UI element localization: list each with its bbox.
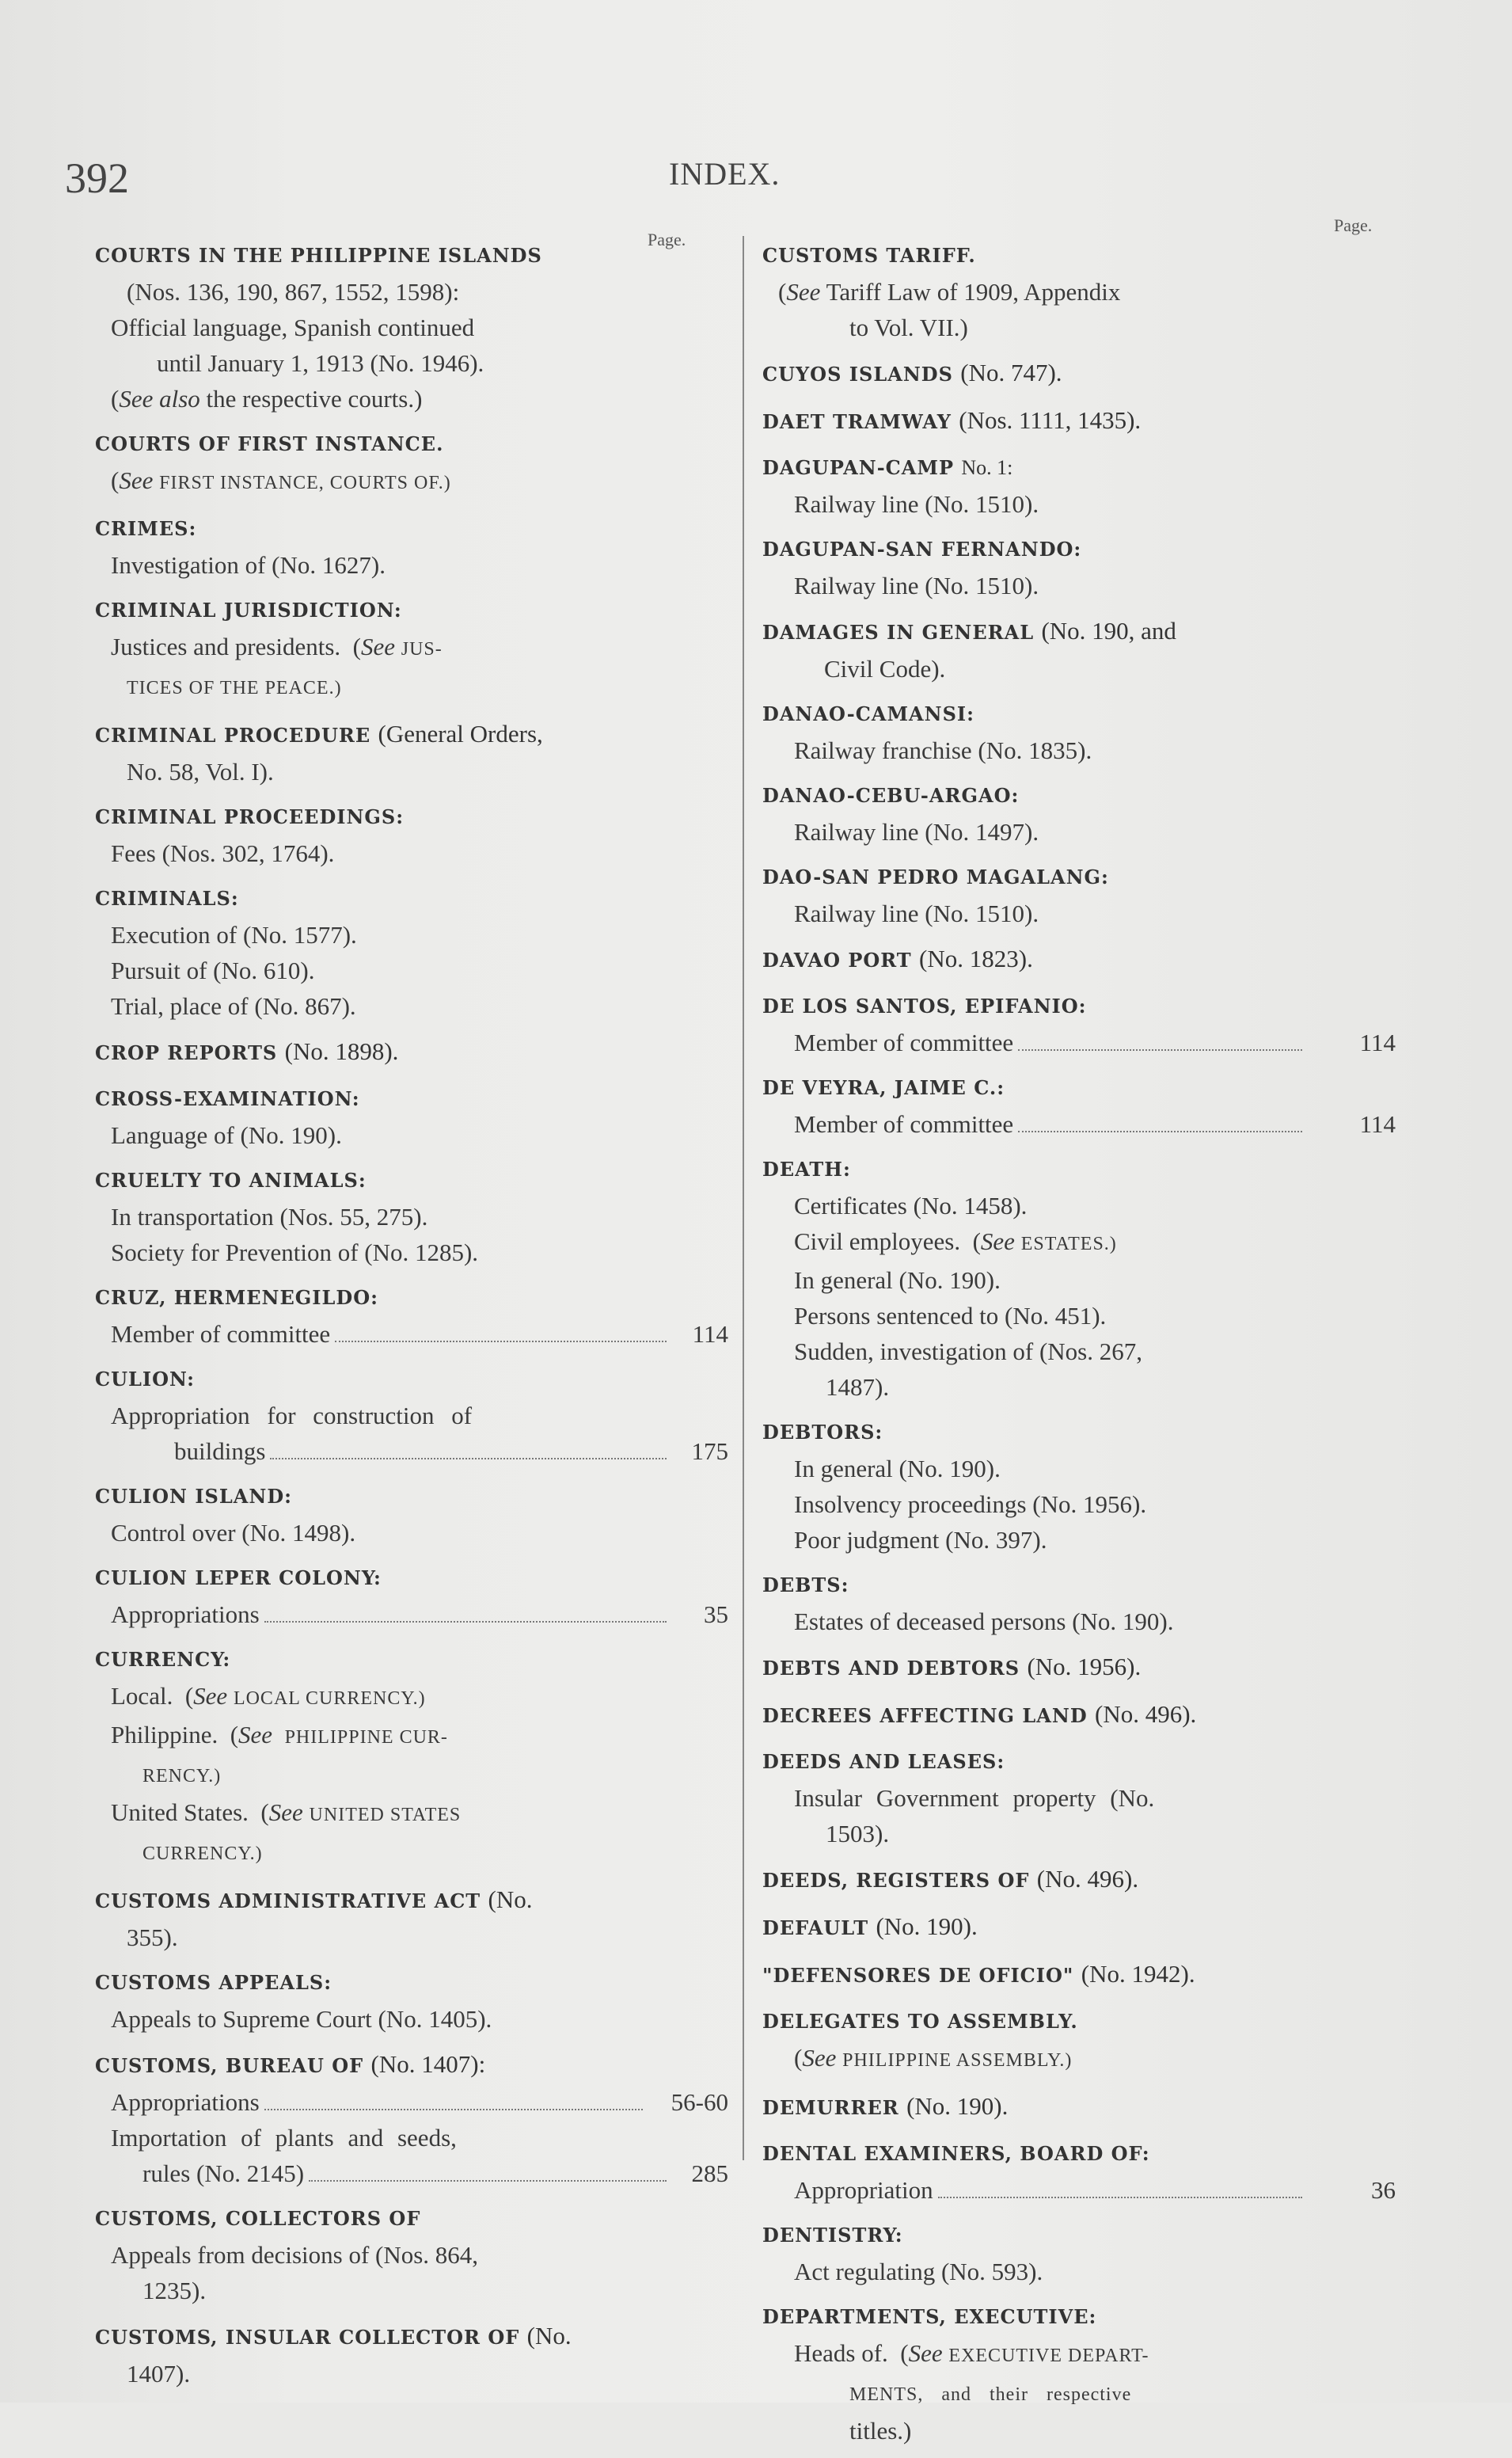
entry-line: Justices and presidents. (See JUS- xyxy=(111,633,443,660)
entry-line xyxy=(95,1596,728,1632)
entry-heading xyxy=(762,1861,1396,1899)
cross-reference: FIRST INSTANCE, COURTS OF.) xyxy=(159,473,451,493)
entry-line: Insular Government property (No. xyxy=(794,1784,1155,1812)
entry-heading: DELEGATES TO ASSEMBLY. xyxy=(762,2010,1078,2033)
entry-line: titles.) xyxy=(849,2417,912,2445)
entry-heading: CULION: xyxy=(95,1368,195,1391)
dot-leader xyxy=(1018,1049,1302,1051)
heading-tail: (No. 1956). xyxy=(1027,1653,1142,1680)
entry-heading xyxy=(95,716,728,754)
see-text: See xyxy=(360,633,395,660)
page-ref: 35 xyxy=(704,1600,728,1628)
entry-text: Appropriations xyxy=(111,2088,260,2116)
cross-reference: ESTATES.) xyxy=(1020,1234,1117,1254)
dot-leader xyxy=(270,1458,667,1459)
entry-heading: CUSTOMS, COLLECTORS OF xyxy=(95,2207,421,2230)
index-entry xyxy=(95,1361,728,1469)
entry-heading: DENTISTRY: xyxy=(762,2224,903,2247)
index-entry xyxy=(762,1151,1396,1405)
index-entry xyxy=(762,613,1396,687)
index-entry xyxy=(762,1861,1396,1899)
heading-tail: (No. 1942). xyxy=(1081,1960,1195,1988)
entry-text: the respective courts.) xyxy=(206,385,423,413)
entry-heading xyxy=(762,450,1396,486)
heading-tail: (No. 1407): xyxy=(370,2050,486,2078)
entry-heading: COURTS OF FIRST INSTANCE. xyxy=(95,432,444,455)
entry-heading xyxy=(762,402,1396,440)
index-entry xyxy=(762,1696,1396,1734)
index-entry xyxy=(95,592,728,706)
index-entry xyxy=(762,2136,1396,2208)
heading-text: DECREES AFFECTING LAND xyxy=(762,1704,1088,1727)
entry-text: Member of committee xyxy=(794,1029,1014,1056)
entry-heading: DAGUPAN-SAN FERNANDO: xyxy=(762,538,1082,561)
entry-heading: CRUELTY TO ANIMALS: xyxy=(95,1169,367,1192)
entry-text: Appropriation xyxy=(794,2176,933,2204)
entry-text: Heads of. xyxy=(794,2339,888,2367)
index-entry xyxy=(95,1280,728,1352)
heading-tail: (No. 496). xyxy=(1095,1700,1197,1728)
entry-heading: DEEDS AND LEASES: xyxy=(762,1750,1005,1773)
heading-tail: (No. 1823). xyxy=(919,945,1033,972)
entry-heading: DAO-SAN PEDRO MAGALANG: xyxy=(762,866,1109,888)
entry-heading: CRUZ, HERMENEGILDO: xyxy=(95,1286,378,1309)
index-entry xyxy=(762,696,1396,768)
index-entry xyxy=(95,716,728,790)
index-entry xyxy=(762,2217,1396,2289)
entry-line: Poor judgment (No. 397). xyxy=(794,1526,1047,1554)
dot-leader xyxy=(335,1341,667,1342)
entry-line: Persons sentenced to (No. 451). xyxy=(794,1302,1107,1330)
entry-heading: CULION LEPER COLONY: xyxy=(95,1566,382,1589)
entry-line: (Nos. 136, 190, 867, 1552, 1598): xyxy=(127,278,460,306)
left-column xyxy=(95,238,728,2401)
entry-line: to Vol. VII.) xyxy=(849,314,968,341)
heading-text: DEBTS AND DEBTORS xyxy=(762,1657,1020,1680)
entry-line: Civil employees. (See ESTATES.) xyxy=(794,1227,1117,1255)
dot-leader xyxy=(938,2197,1302,2198)
entry-text: rules (No. 2145) xyxy=(142,2159,305,2187)
entry-line: Appeals from decisions of (Nos. 864, xyxy=(111,2241,479,2269)
entry-line: Act regulating (No. 593). xyxy=(794,2258,1043,2285)
index-entry xyxy=(95,1965,728,2037)
index-entry xyxy=(95,1642,728,1872)
entry-line: Railway franchise (No. 1835). xyxy=(794,736,1092,764)
entry-heading: COURTS IN THE PHILIPPINE ISLANDS xyxy=(95,244,542,267)
entry-heading: CUSTOMS APPEALS: xyxy=(95,1971,332,1994)
index-entry xyxy=(95,1081,728,1153)
heading-text: CUYOS ISLANDS xyxy=(762,363,953,386)
page-ref: 36 xyxy=(1371,2176,1396,2204)
page-ref: 285 xyxy=(691,2159,728,2187)
entry-line: Fees (Nos. 302, 1764). xyxy=(111,839,335,867)
entry-line: Sudden, investigation of (Nos. 267, xyxy=(794,1337,1142,1365)
entry-line: Railway line (No. 1510). xyxy=(794,900,1039,927)
heading-text: DAMAGES IN GENERAL xyxy=(762,621,1035,644)
heading-text: CUSTOMS, INSULAR COLLECTOR OF xyxy=(95,2326,520,2349)
page-ref: 114 xyxy=(692,1320,728,1348)
see-text: See xyxy=(268,1798,303,1826)
index-entry xyxy=(762,859,1396,931)
index-entry xyxy=(762,988,1396,1060)
entry-line: Importation of plants and seeds, xyxy=(111,2124,457,2152)
see-text: See xyxy=(786,278,821,306)
page-ref: 114 xyxy=(1359,1029,1396,1056)
entry-line xyxy=(95,1756,728,1794)
entry-heading xyxy=(762,1908,1396,1946)
entry-line: Society for Prevention of (No. 1285). xyxy=(111,1239,479,1266)
entry-line: Control over (No. 1498). xyxy=(111,1519,356,1547)
entry-line: 1503). xyxy=(826,1820,890,1847)
entry-heading: CROSS-EXAMINATION: xyxy=(95,1087,360,1110)
heading-text: DAET TRAMWAY xyxy=(762,410,952,433)
heading-text: "DEFENSORES DE OFICIO" xyxy=(762,1964,1074,1987)
cross-reference: EXECUTIVE DEPART- xyxy=(948,2346,1149,2366)
page-ref: 114 xyxy=(1359,1110,1396,1138)
see-also-text: See also xyxy=(119,385,200,413)
index-entry xyxy=(95,1162,728,1270)
cross-reference: UNITED STATES xyxy=(309,1805,462,1825)
index-entry xyxy=(762,1908,1396,1946)
entry-heading xyxy=(762,1649,1396,1687)
entry-line: Trial, place of (No. 867). xyxy=(111,992,356,1020)
page-ref: 56-60 xyxy=(671,2088,728,2116)
cross-reference: CURRENCY.) xyxy=(142,1844,263,1864)
see-text: See xyxy=(802,2044,837,2072)
index-entry xyxy=(762,238,1396,345)
entry-line: Civil Code). xyxy=(824,655,946,683)
heading-tail: (No. xyxy=(488,1885,533,1913)
cross-reference: PHILIPPINE CUR- xyxy=(284,1727,448,1748)
heading-tail: No. 1: xyxy=(961,456,1013,479)
entry-heading: CRIMINALS: xyxy=(95,887,239,910)
entry-line xyxy=(95,1433,728,1469)
heading-tail: (No. xyxy=(526,2322,572,2350)
index-entry xyxy=(762,355,1396,393)
dot-leader xyxy=(264,1621,667,1623)
heading-text: DAGUPAN-CAMP xyxy=(762,456,955,479)
entry-line: Pursuit of (No. 610). xyxy=(111,957,315,984)
entry-line: 1487). xyxy=(826,1373,890,1401)
entry-line: Language of (No. 190). xyxy=(111,1121,342,1149)
entry-line: Railway line (No. 1510). xyxy=(794,490,1039,518)
entry-heading xyxy=(95,2046,728,2084)
entry-heading: CULION ISLAND: xyxy=(95,1485,292,1508)
entry-line xyxy=(95,668,728,706)
entry-heading xyxy=(762,941,1396,979)
entry-heading xyxy=(762,613,1396,651)
entry-text: Local. xyxy=(111,1682,173,1710)
entry-line: until January 1, 1913 (No. 1946). xyxy=(157,349,484,377)
entry-heading: CRIMES: xyxy=(95,517,197,540)
entry-line: Estates of deceased persons (No. 190). xyxy=(794,1608,1174,1635)
heading-tail: (General Orders, xyxy=(378,720,543,748)
entry-line: 355). xyxy=(127,1923,178,1951)
entry-heading xyxy=(95,1882,728,1920)
page-column-label-left: Page. xyxy=(648,230,686,249)
index-entry xyxy=(762,2003,1396,2079)
entry-line xyxy=(762,2172,1396,2208)
heading-text: CUSTOMS, BUREAU OF xyxy=(95,2054,364,2077)
entry-line xyxy=(762,2374,1396,2413)
entry-heading xyxy=(762,2088,1396,2126)
entry-line: 1235). xyxy=(142,2277,207,2304)
entry-text: Member of committee xyxy=(111,1320,331,1348)
entry-heading: DEPARTMENTS, EXECUTIVE: xyxy=(762,2305,1097,2328)
index-entry xyxy=(762,450,1396,522)
entry-text: buildings xyxy=(174,1437,266,1465)
entry-line xyxy=(95,2156,728,2191)
index-entry xyxy=(762,1744,1396,1851)
entry-heading: CURRENCY: xyxy=(95,1648,231,1671)
cross-reference: RENCY.) xyxy=(142,1766,222,1786)
page-column-label-right: Page. xyxy=(1334,215,1373,235)
heading-tail: (No. 747). xyxy=(960,359,1062,386)
heading-text: CRIMINAL PROCEDURE xyxy=(95,724,371,747)
see-text: See xyxy=(193,1682,228,1710)
index-entry xyxy=(762,1956,1396,1994)
entry-heading: DE LOS SANTOS, EPIFANIO: xyxy=(762,995,1087,1018)
entry-line: United States. (See UNITED STATES xyxy=(111,1798,462,1826)
cross-reference: MENTS, and their respective xyxy=(849,2384,1132,2405)
index-entry xyxy=(95,1882,728,1955)
index-entry xyxy=(762,2088,1396,2126)
entry-heading xyxy=(762,355,1396,393)
entry-line: Railway line (No. 1497). xyxy=(794,818,1039,846)
entry-text: Justices and presidents. xyxy=(111,633,341,660)
entry-line: (See Tariff Law of 1909, Appendix xyxy=(778,278,1121,306)
entry-heading: CRIMINAL JURISDICTION: xyxy=(95,599,402,622)
index-entry xyxy=(762,2299,1396,2448)
index-entry xyxy=(762,1070,1396,1142)
entry-line: In general (No. 190). xyxy=(794,1455,1001,1482)
index-entry xyxy=(762,1414,1396,1558)
entry-heading: CRIMINAL PROCEEDINGS: xyxy=(95,805,405,828)
see-text: See xyxy=(908,2339,943,2367)
index-entry xyxy=(95,511,728,583)
entry-line: Appeals to Supreme Court (No. 1405). xyxy=(111,2005,492,2033)
entry-heading: DEBTS: xyxy=(762,1573,849,1596)
see-text: See xyxy=(238,1721,273,1748)
entry-line xyxy=(762,1106,1396,1142)
entry-line xyxy=(95,2084,728,2120)
entry-line xyxy=(762,1025,1396,1060)
dot-leader xyxy=(1018,1131,1302,1132)
entry-text: Philippine. xyxy=(111,1721,218,1748)
entry-line xyxy=(95,1833,728,1872)
index-entry xyxy=(95,1478,728,1551)
entry-heading: DANAO-CAMANSI: xyxy=(762,702,975,725)
index-entry xyxy=(95,238,728,417)
entry-text: Civil employees. xyxy=(794,1227,961,1255)
heading-tail: (No. 190, and xyxy=(1041,617,1176,645)
entry-line: Appropriation for construction of xyxy=(111,1402,473,1429)
cross-reference: PHILIPPINE ASSEMBLY.) xyxy=(842,2050,1073,2071)
heading-tail: (No. 496). xyxy=(1036,1865,1139,1893)
index-entry xyxy=(762,941,1396,979)
entry-line: Insolvency proceedings (No. 1956). xyxy=(794,1490,1147,1518)
entry-line: Philippine. (See PHILIPPINE CUR- xyxy=(111,1721,448,1748)
heading-tail: (Nos. 1111, 1435). xyxy=(959,406,1142,434)
index-entry xyxy=(95,881,728,1024)
see-text: See xyxy=(980,1227,1015,1255)
entry-heading xyxy=(95,2318,728,2356)
entry-heading xyxy=(95,1033,728,1071)
index-entry xyxy=(95,1033,728,1071)
entry-heading xyxy=(762,1696,1396,1734)
index-entry xyxy=(95,2046,728,2191)
dot-leader xyxy=(309,2180,667,2182)
entry-text: United States. xyxy=(111,1798,249,1826)
page-ref: 175 xyxy=(691,1437,728,1465)
index-entry xyxy=(762,1649,1396,1687)
heading-tail: (No. 190). xyxy=(906,2092,1009,2120)
cross-reference: TICES OF THE PEACE.) xyxy=(127,678,342,698)
entry-line: Official language, Spanish continued xyxy=(111,314,475,341)
column-divider xyxy=(743,236,744,2160)
heading-text: CUSTOMS ADMINISTRATIVE ACT xyxy=(95,1889,481,1912)
entry-heading: DEBTORS: xyxy=(762,1421,883,1444)
see-text: See xyxy=(119,466,154,494)
right-column xyxy=(762,238,1396,2458)
entry-line xyxy=(95,1316,728,1352)
heading-text: DEEDS, REGISTERS OF xyxy=(762,1869,1030,1892)
entry-line: Execution of (No. 1577). xyxy=(111,921,357,949)
index-entry xyxy=(95,799,728,871)
entry-line: Railway line (No. 1510). xyxy=(794,572,1039,599)
entry-line: Heads of. (See EXECUTIVE DEPART- xyxy=(794,2339,1149,2367)
cross-reference: LOCAL CURRENCY.) xyxy=(233,1688,426,1709)
index-entry xyxy=(762,1567,1396,1639)
index-entry xyxy=(762,531,1396,603)
page-number: 392 xyxy=(65,154,129,202)
index-entry xyxy=(95,426,728,501)
entry-line: Local. (See LOCAL CURRENCY.) xyxy=(111,1682,426,1710)
index-entry xyxy=(95,2201,728,2308)
heading-text: DEFAULT xyxy=(762,1916,869,1939)
entry-line: Investigation of (No. 1627). xyxy=(111,551,386,579)
entry-heading xyxy=(762,1956,1396,1994)
index-entry xyxy=(95,1560,728,1632)
entry-heading: DANAO-CEBU-ARGAO: xyxy=(762,784,1020,807)
entry-heading: CUSTOMS TARIFF. xyxy=(762,244,976,267)
index-entry xyxy=(762,778,1396,850)
entry-text: Member of committee xyxy=(794,1110,1014,1138)
index-entry xyxy=(95,2318,728,2391)
entry-text: Appropriations xyxy=(111,1600,260,1628)
heading-text: CROP REPORTS xyxy=(95,1041,278,1064)
heading-tail: (No. 1898). xyxy=(284,1037,399,1065)
entry-heading: DE VEYRA, JAIME C.: xyxy=(762,1076,1005,1099)
dot-leader xyxy=(264,2109,643,2110)
entry-line: In transportation (Nos. 55, 275). xyxy=(111,1203,428,1231)
entry-line: In general (No. 190). xyxy=(794,1266,1001,1294)
entry-text: Tariff Law of 1909, Appendix xyxy=(826,278,1121,306)
entry-line: 1407). xyxy=(127,2360,191,2388)
entry-line: (See FIRST INSTANCE, COURTS OF.) xyxy=(111,466,451,494)
entry-line: (See also the respective courts.) xyxy=(111,385,423,413)
entry-line: No. 58, Vol. I). xyxy=(127,758,274,786)
entry-line: Certificates (No. 1458). xyxy=(794,1192,1028,1219)
entry-heading: DENTAL EXAMINERS, BOARD OF: xyxy=(762,2142,1150,2165)
cross-reference: JUS- xyxy=(401,639,443,660)
heading-tail: (No. 190). xyxy=(876,1912,978,1940)
index-entry xyxy=(762,402,1396,440)
entry-line: (See PHILIPPINE ASSEMBLY.) xyxy=(794,2044,1073,2072)
heading-text: DAVAO PORT xyxy=(762,949,912,972)
heading-text: DEMURRER xyxy=(762,2096,899,2119)
running-head: INDEX. xyxy=(669,156,781,192)
entry-heading: DEATH: xyxy=(762,1158,851,1181)
